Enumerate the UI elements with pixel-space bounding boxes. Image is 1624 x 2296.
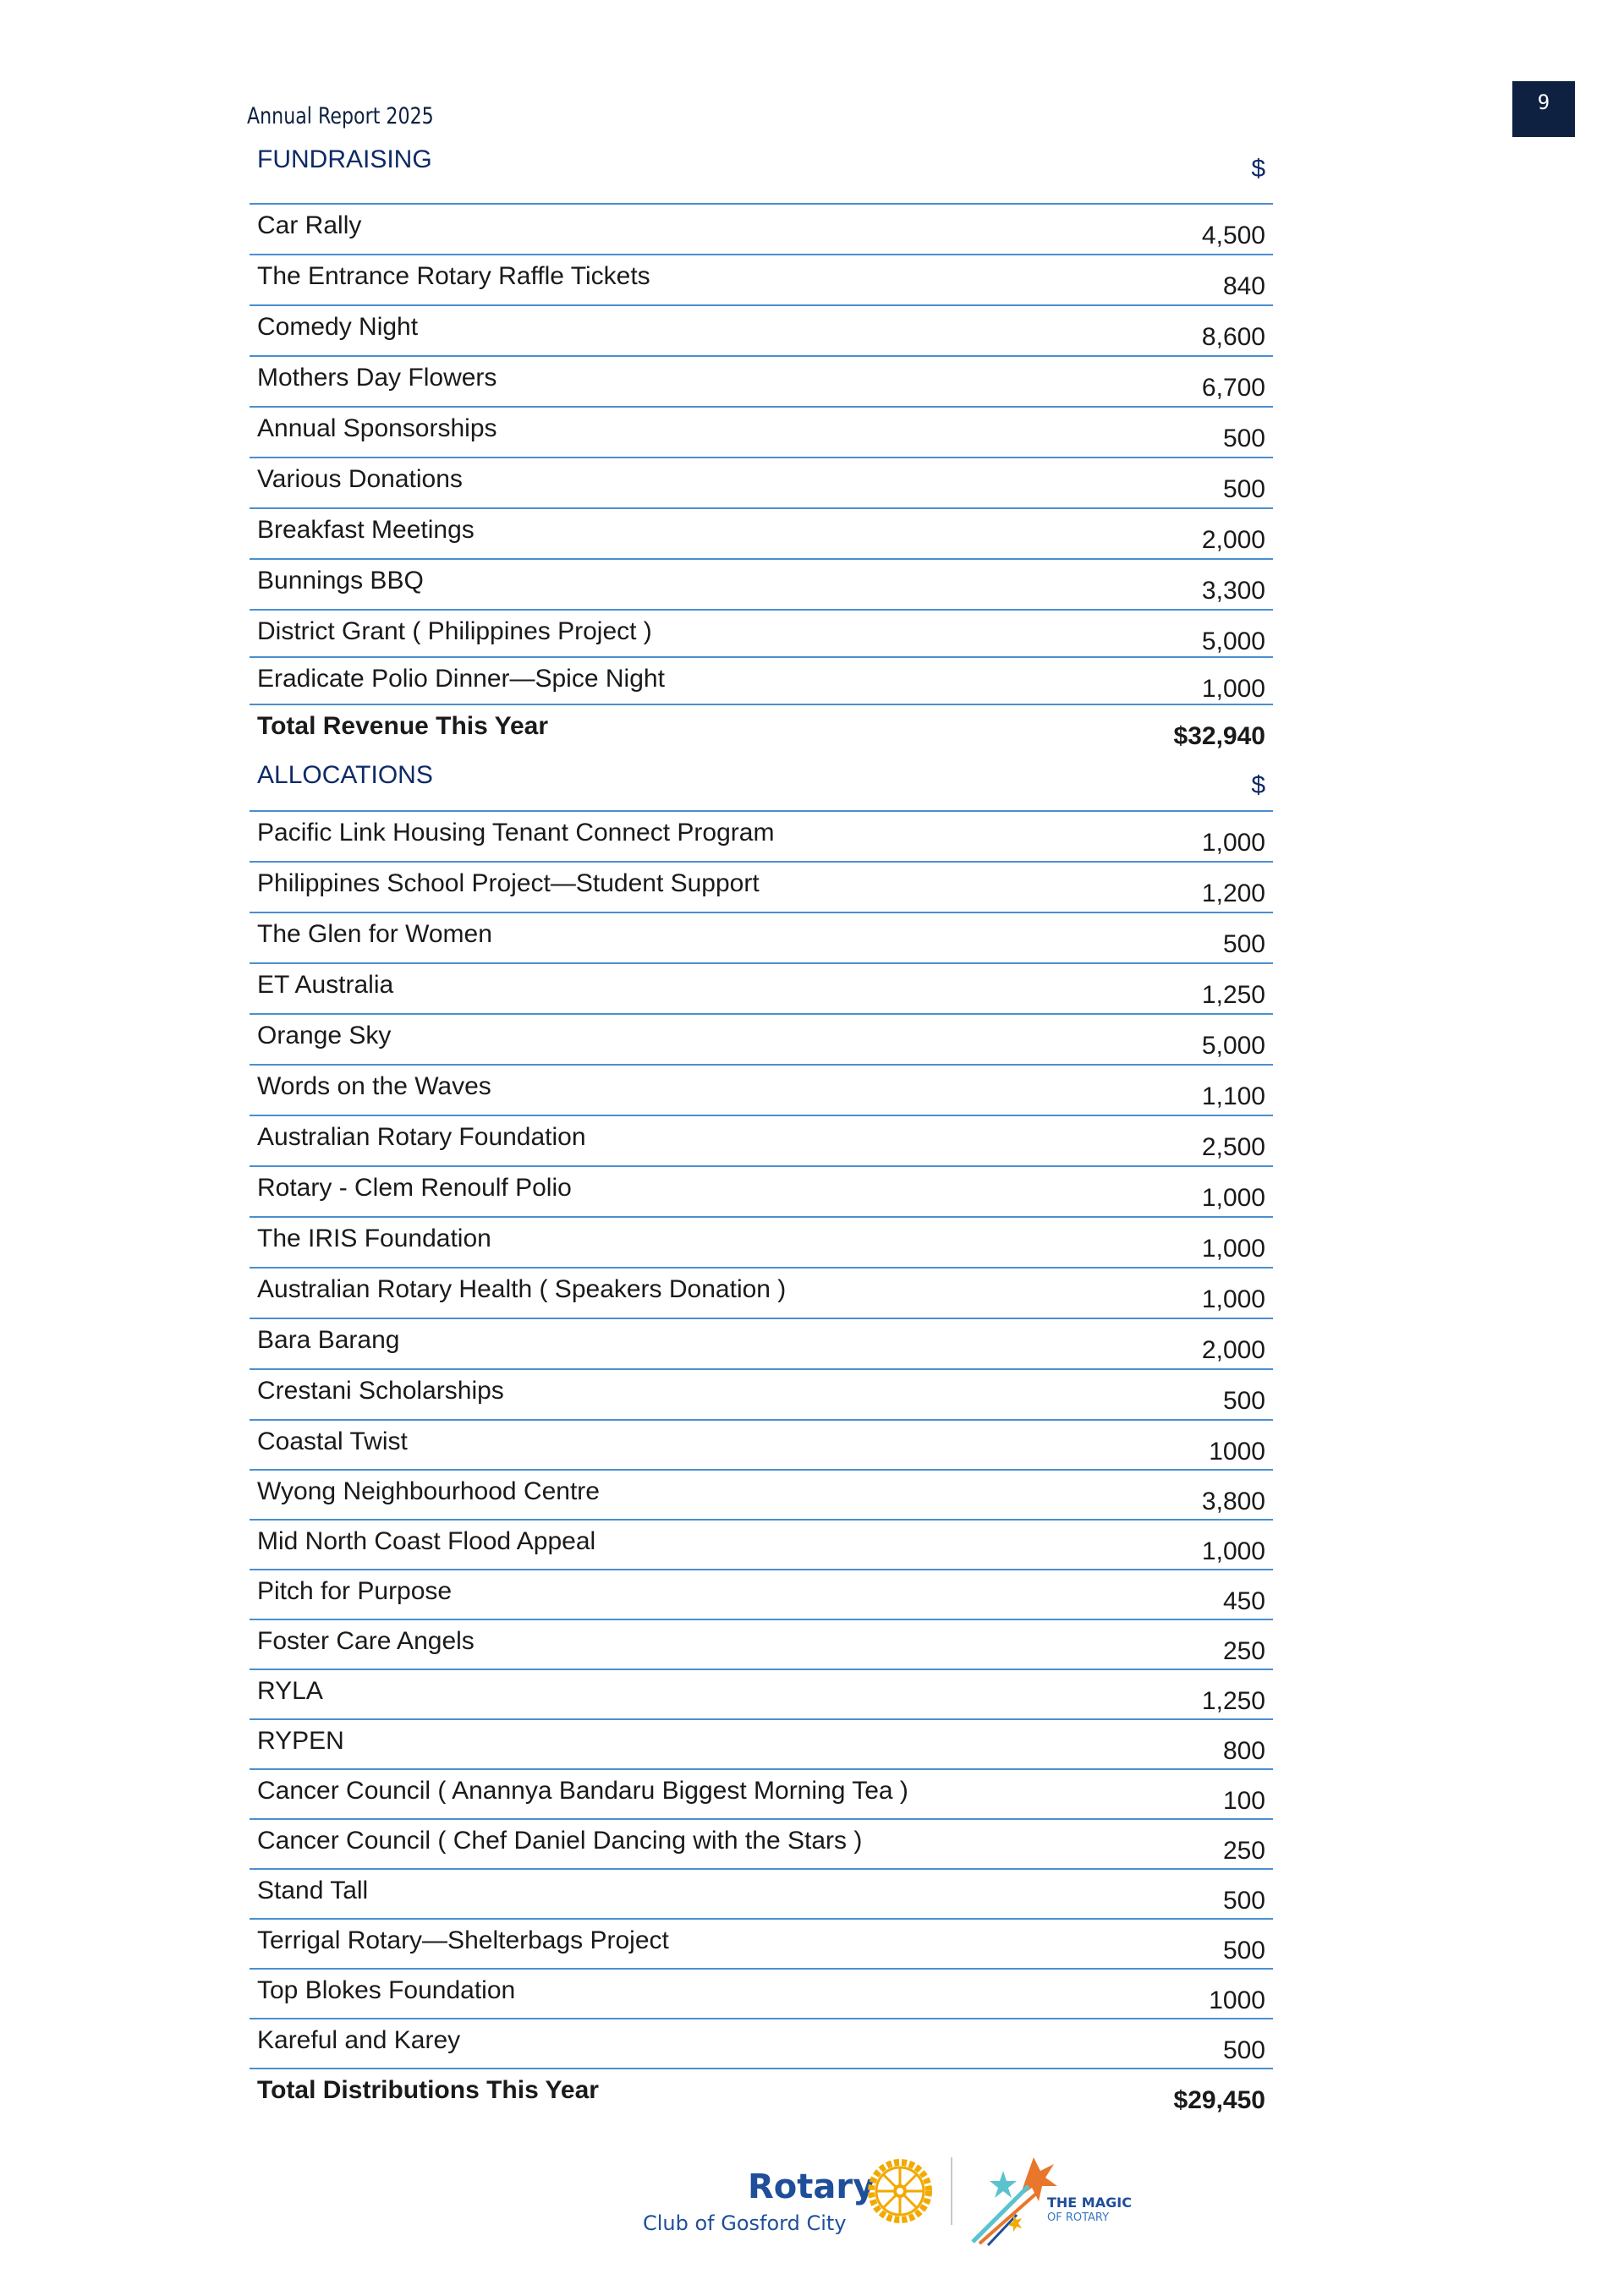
row-amount: 1,000	[1201, 1285, 1265, 1313]
table-row	[250, 1670, 1273, 1720]
magic-tagline-line2: OF ROTARY	[1047, 2211, 1110, 2224]
table-row	[250, 560, 1273, 611]
table-row	[250, 1970, 1273, 2019]
row-label: Words on the Waves	[257, 1072, 491, 1100]
row-amount: 2,000	[1201, 526, 1265, 554]
table-row	[250, 1269, 1273, 1319]
table-row	[250, 1218, 1273, 1269]
table-row	[250, 458, 1273, 509]
logo-divider	[951, 2157, 952, 2225]
allocation-rows	[250, 812, 1273, 2069]
row-label: Bara Barang	[257, 1326, 400, 1354]
table-row	[250, 1620, 1273, 1670]
page-number-badge	[1512, 81, 1575, 137]
table-row	[250, 509, 1273, 560]
fundraising-total-label: Total Revenue This Year	[257, 712, 549, 740]
table-row	[250, 658, 1273, 705]
table-row	[250, 1421, 1273, 1471]
row-amount: 500	[1222, 425, 1265, 452]
table-row	[250, 1770, 1273, 1820]
row-amount: 800	[1222, 1737, 1265, 1765]
row-label: Australian Rotary Health ( Speakers Donation )	[257, 1275, 787, 1303]
table-row	[250, 1820, 1273, 1870]
row-amount: 1000	[1209, 1438, 1265, 1466]
table-row	[250, 306, 1273, 357]
table-row	[250, 1319, 1273, 1370]
table-row	[250, 1116, 1273, 1167]
table-row	[250, 1521, 1273, 1570]
row-label: The Entrance Rotary Raffle Tickets	[257, 262, 650, 290]
row-amount: 2,000	[1201, 1336, 1265, 1364]
table-row	[250, 611, 1273, 658]
row-amount: 1,000	[1201, 1235, 1265, 1263]
table-row	[250, 357, 1273, 408]
row-label: Various Donations	[257, 465, 463, 493]
allocations-header-row	[250, 756, 1273, 812]
row-label: Coastal Twist	[257, 1427, 408, 1455]
rotary-wordmark: Rotary	[748, 2167, 875, 2206]
row-label: The IRIS Foundation	[257, 1225, 491, 1252]
row-amount: 1,200	[1201, 879, 1265, 907]
table-row	[250, 1920, 1273, 1970]
row-label: Philippines School Project—Student Support	[257, 869, 760, 897]
row-amount: 1,000	[1201, 675, 1265, 703]
table-row	[250, 812, 1273, 863]
row-amount: 500	[1222, 475, 1265, 503]
allocations-total-amount: $29,450	[1173, 2086, 1265, 2114]
table-row	[250, 1570, 1273, 1620]
table-row	[250, 255, 1273, 306]
row-label: Top Blokes Foundation	[257, 1976, 516, 2004]
row-amount: 1,000	[1201, 829, 1265, 857]
table-row	[250, 205, 1273, 255]
page-number: 9	[1537, 90, 1550, 114]
row-label: Annual Sponsorships	[257, 414, 497, 442]
club-name: Club of Gosford City	[643, 2211, 847, 2235]
row-amount: 450	[1222, 1587, 1265, 1615]
fundraising-header-row	[250, 142, 1273, 205]
fundraising-total-amount: $32,940	[1173, 722, 1265, 750]
row-label: Stand Tall	[257, 1877, 369, 1904]
row-label: Australian Rotary Foundation	[257, 1123, 586, 1151]
fundraising-total-row	[250, 705, 1273, 756]
row-amount: 1,250	[1201, 981, 1265, 1009]
row-label: Foster Care Angels	[257, 1627, 475, 1655]
row-amount: 250	[1222, 1637, 1265, 1665]
footer-logos	[643, 2152, 1150, 2254]
row-amount: 3,800	[1201, 1488, 1265, 1515]
table-row	[250, 964, 1273, 1015]
table-row	[250, 1471, 1273, 1521]
allocations-total-row	[250, 2069, 1273, 2120]
magic-tagline-line1: THE MAGIC	[1047, 2195, 1132, 2211]
row-amount: 8,600	[1201, 323, 1265, 351]
row-label: Orange Sky	[257, 1022, 392, 1049]
row-label: Wyong Neighbourhood Centre	[257, 1477, 600, 1505]
row-amount: 500	[1222, 2036, 1265, 2064]
row-label: Cancer Council ( Chef Daniel Dancing with the Stars )	[257, 1827, 863, 1855]
table-row	[250, 1870, 1273, 1920]
row-label: ET Australia	[257, 971, 394, 999]
rotary-wheel-icon	[864, 2156, 935, 2227]
row-label: Breakfast Meetings	[257, 516, 475, 544]
row-label: Cancer Council ( Anannya Bandaru Biggest Morning Tea )	[257, 1777, 908, 1805]
row-amount: 1000	[1209, 1986, 1265, 2014]
row-label: Terrigal Rotary—Shelterbags Project	[257, 1926, 669, 1954]
row-amount: 4,500	[1201, 222, 1265, 249]
row-label: Comedy Night	[257, 313, 419, 341]
row-amount: 1,000	[1201, 1537, 1265, 1565]
table-row	[250, 408, 1273, 458]
financial-table	[250, 142, 1273, 2120]
row-label: Rotary - Clem Renoulf Polio	[257, 1174, 572, 1202]
row-label: Kareful and Karey	[257, 2026, 461, 2054]
row-amount: 500	[1222, 930, 1265, 958]
row-label: The Glen for Women	[257, 920, 492, 948]
row-label: RYLA	[257, 1677, 323, 1705]
row-amount: 1,100	[1201, 1082, 1265, 1110]
fundraising-heading: FUNDRAISING	[257, 145, 432, 173]
row-amount: 500	[1222, 1387, 1265, 1415]
running-title: Annual Report 2025	[247, 103, 434, 129]
table-row	[250, 1167, 1273, 1218]
row-amount: 500	[1222, 1887, 1265, 1915]
row-amount: 5,000	[1201, 627, 1265, 655]
row-amount: 500	[1222, 1937, 1265, 1964]
table-row	[250, 1015, 1273, 1066]
row-label: RYPEN	[257, 1727, 344, 1755]
row-label: Eradicate Polio Dinner—Spice Night	[257, 665, 665, 693]
row-label: District Grant ( Philippines Project )	[257, 617, 652, 645]
row-label: Bunnings BBQ	[257, 567, 424, 595]
row-label: Mid North Coast Flood Appeal	[257, 1527, 596, 1555]
fundraising-currency-heading: $	[1251, 155, 1265, 183]
row-label: Pacific Link Housing Tenant Connect Program	[257, 819, 775, 847]
table-row	[250, 1720, 1273, 1770]
row-amount: 1,000	[1201, 1184, 1265, 1212]
row-amount: 840	[1222, 272, 1265, 300]
table-row	[250, 863, 1273, 913]
table-row	[250, 1370, 1273, 1421]
row-amount: 250	[1222, 1837, 1265, 1865]
row-label: Mothers Day Flowers	[257, 364, 497, 392]
row-amount: 3,300	[1201, 577, 1265, 605]
row-amount: 1,250	[1201, 1687, 1265, 1715]
fundraising-rows	[250, 205, 1273, 705]
row-amount: 5,000	[1201, 1032, 1265, 1060]
allocations-currency-heading: $	[1251, 771, 1265, 799]
table-row	[250, 913, 1273, 964]
table-row	[250, 2019, 1273, 2069]
row-amount: 6,700	[1201, 374, 1265, 402]
allocations-heading: ALLOCATIONS	[257, 761, 433, 789]
row-amount: 2,500	[1201, 1133, 1265, 1161]
row-amount: 100	[1222, 1787, 1265, 1815]
row-label: Pitch for Purpose	[257, 1577, 453, 1605]
allocations-total-label: Total Distributions This Year	[257, 2076, 599, 2104]
row-label: Car Rally	[257, 211, 362, 239]
row-label: Crestani Scholarships	[257, 1377, 504, 1405]
table-row	[250, 1066, 1273, 1116]
